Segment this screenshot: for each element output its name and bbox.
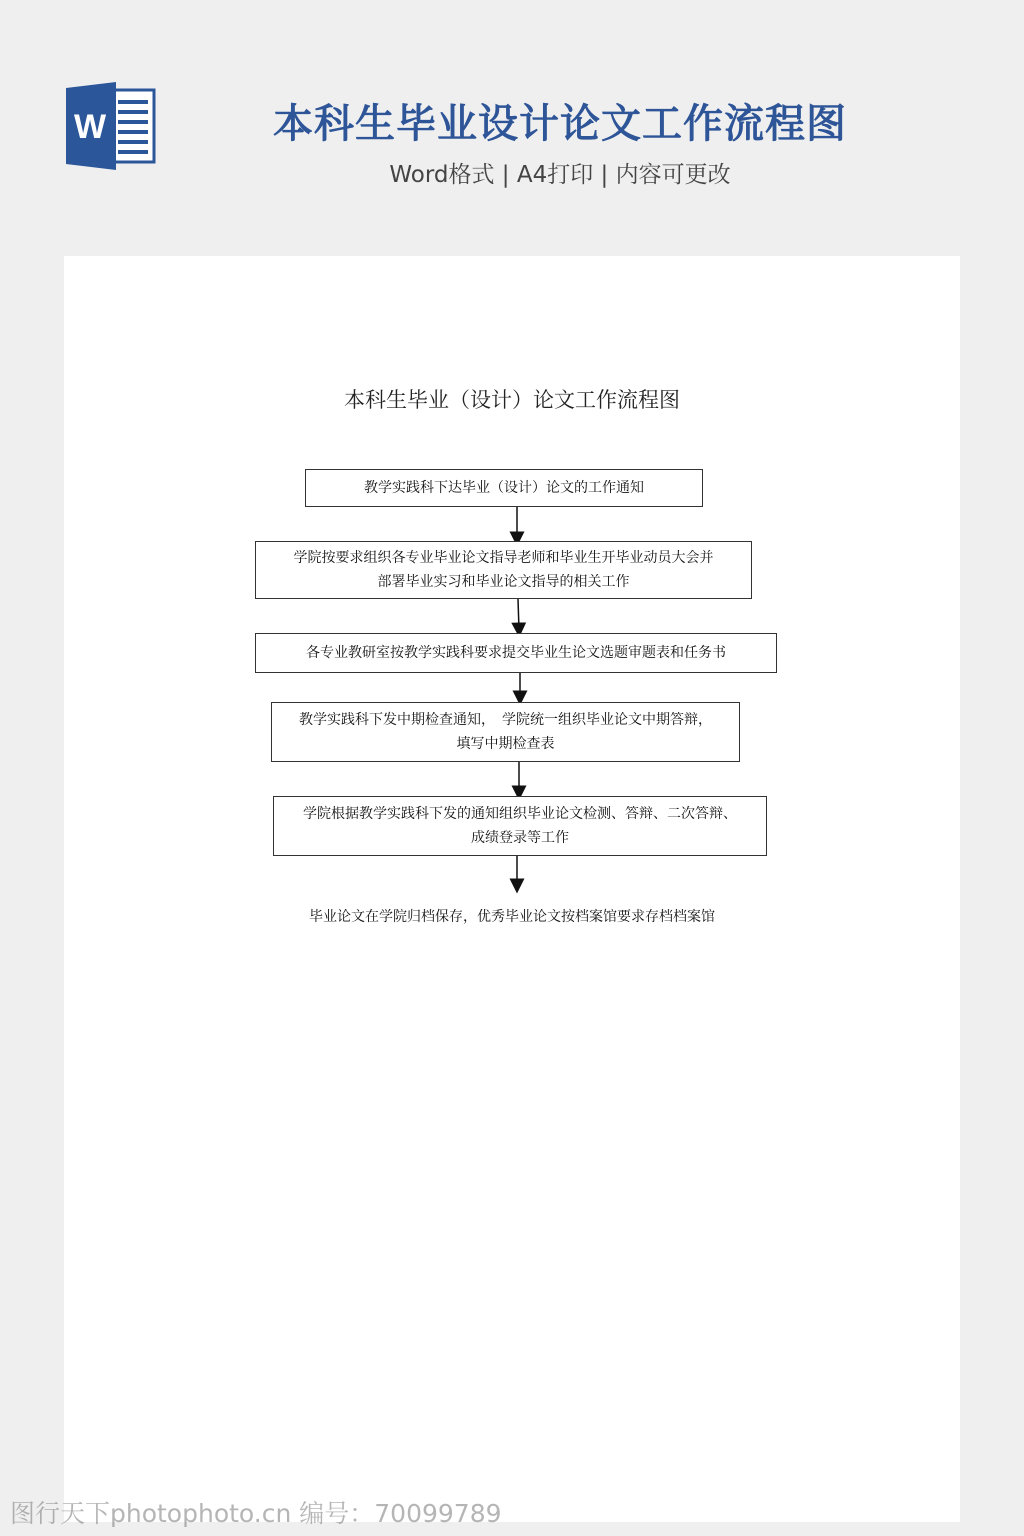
flow-step-2-line-1: 学院按要求组织各专业毕业论文指导老师和毕业生开毕业动员大会并	[293, 550, 714, 566]
flow-final-step: 毕业论文在学院归档保存，优秀毕业论文按档案馆要求存档档案馆	[309, 909, 715, 925]
page-subtitle: Word格式 | A4打印 | 内容可更改	[389, 162, 731, 188]
document-title: 本科生毕业（设计）论文工作流程图	[344, 388, 680, 412]
document-page	[64, 256, 960, 1522]
flow-step-4	[271, 702, 740, 762]
flow-step-5-line-2: 成绩登录等工作	[471, 830, 569, 846]
flow-step-5-line-1: 学院根据教学实践科下发的通知组织毕业论文检测、答辩、二次答辩、	[303, 806, 737, 822]
flow-step-4-line-1: 教学实践科下发中期检查通知， 学院统一组织毕业论文中期答辩，	[299, 712, 712, 728]
page-title: 本科生毕业设计论文工作流程图	[273, 101, 847, 147]
flow-step-5	[273, 796, 767, 856]
watermark-text: 图行天下photophoto.cn 编号：70099789	[10, 1499, 502, 1528]
word-icon-letter: W	[73, 108, 107, 146]
flow-step-2-line-2: 部署毕业实习和毕业论文指导的相关工作	[377, 574, 630, 590]
flow-step-3-line-1: 各专业教研室按教学实践科要求提交毕业生论文选题审题表和任务书	[306, 645, 726, 661]
flow-step-3	[255, 633, 777, 673]
flow-step-1	[305, 469, 703, 507]
flow-step-1-line-1: 教学实践科下达毕业（设计）论文的工作通知	[364, 480, 644, 496]
flow-step-4-line-2: 填写中期检查表	[456, 736, 555, 752]
flow-step-2	[255, 541, 752, 599]
word-icon	[66, 82, 156, 170]
flow-arrow	[518, 599, 519, 630]
